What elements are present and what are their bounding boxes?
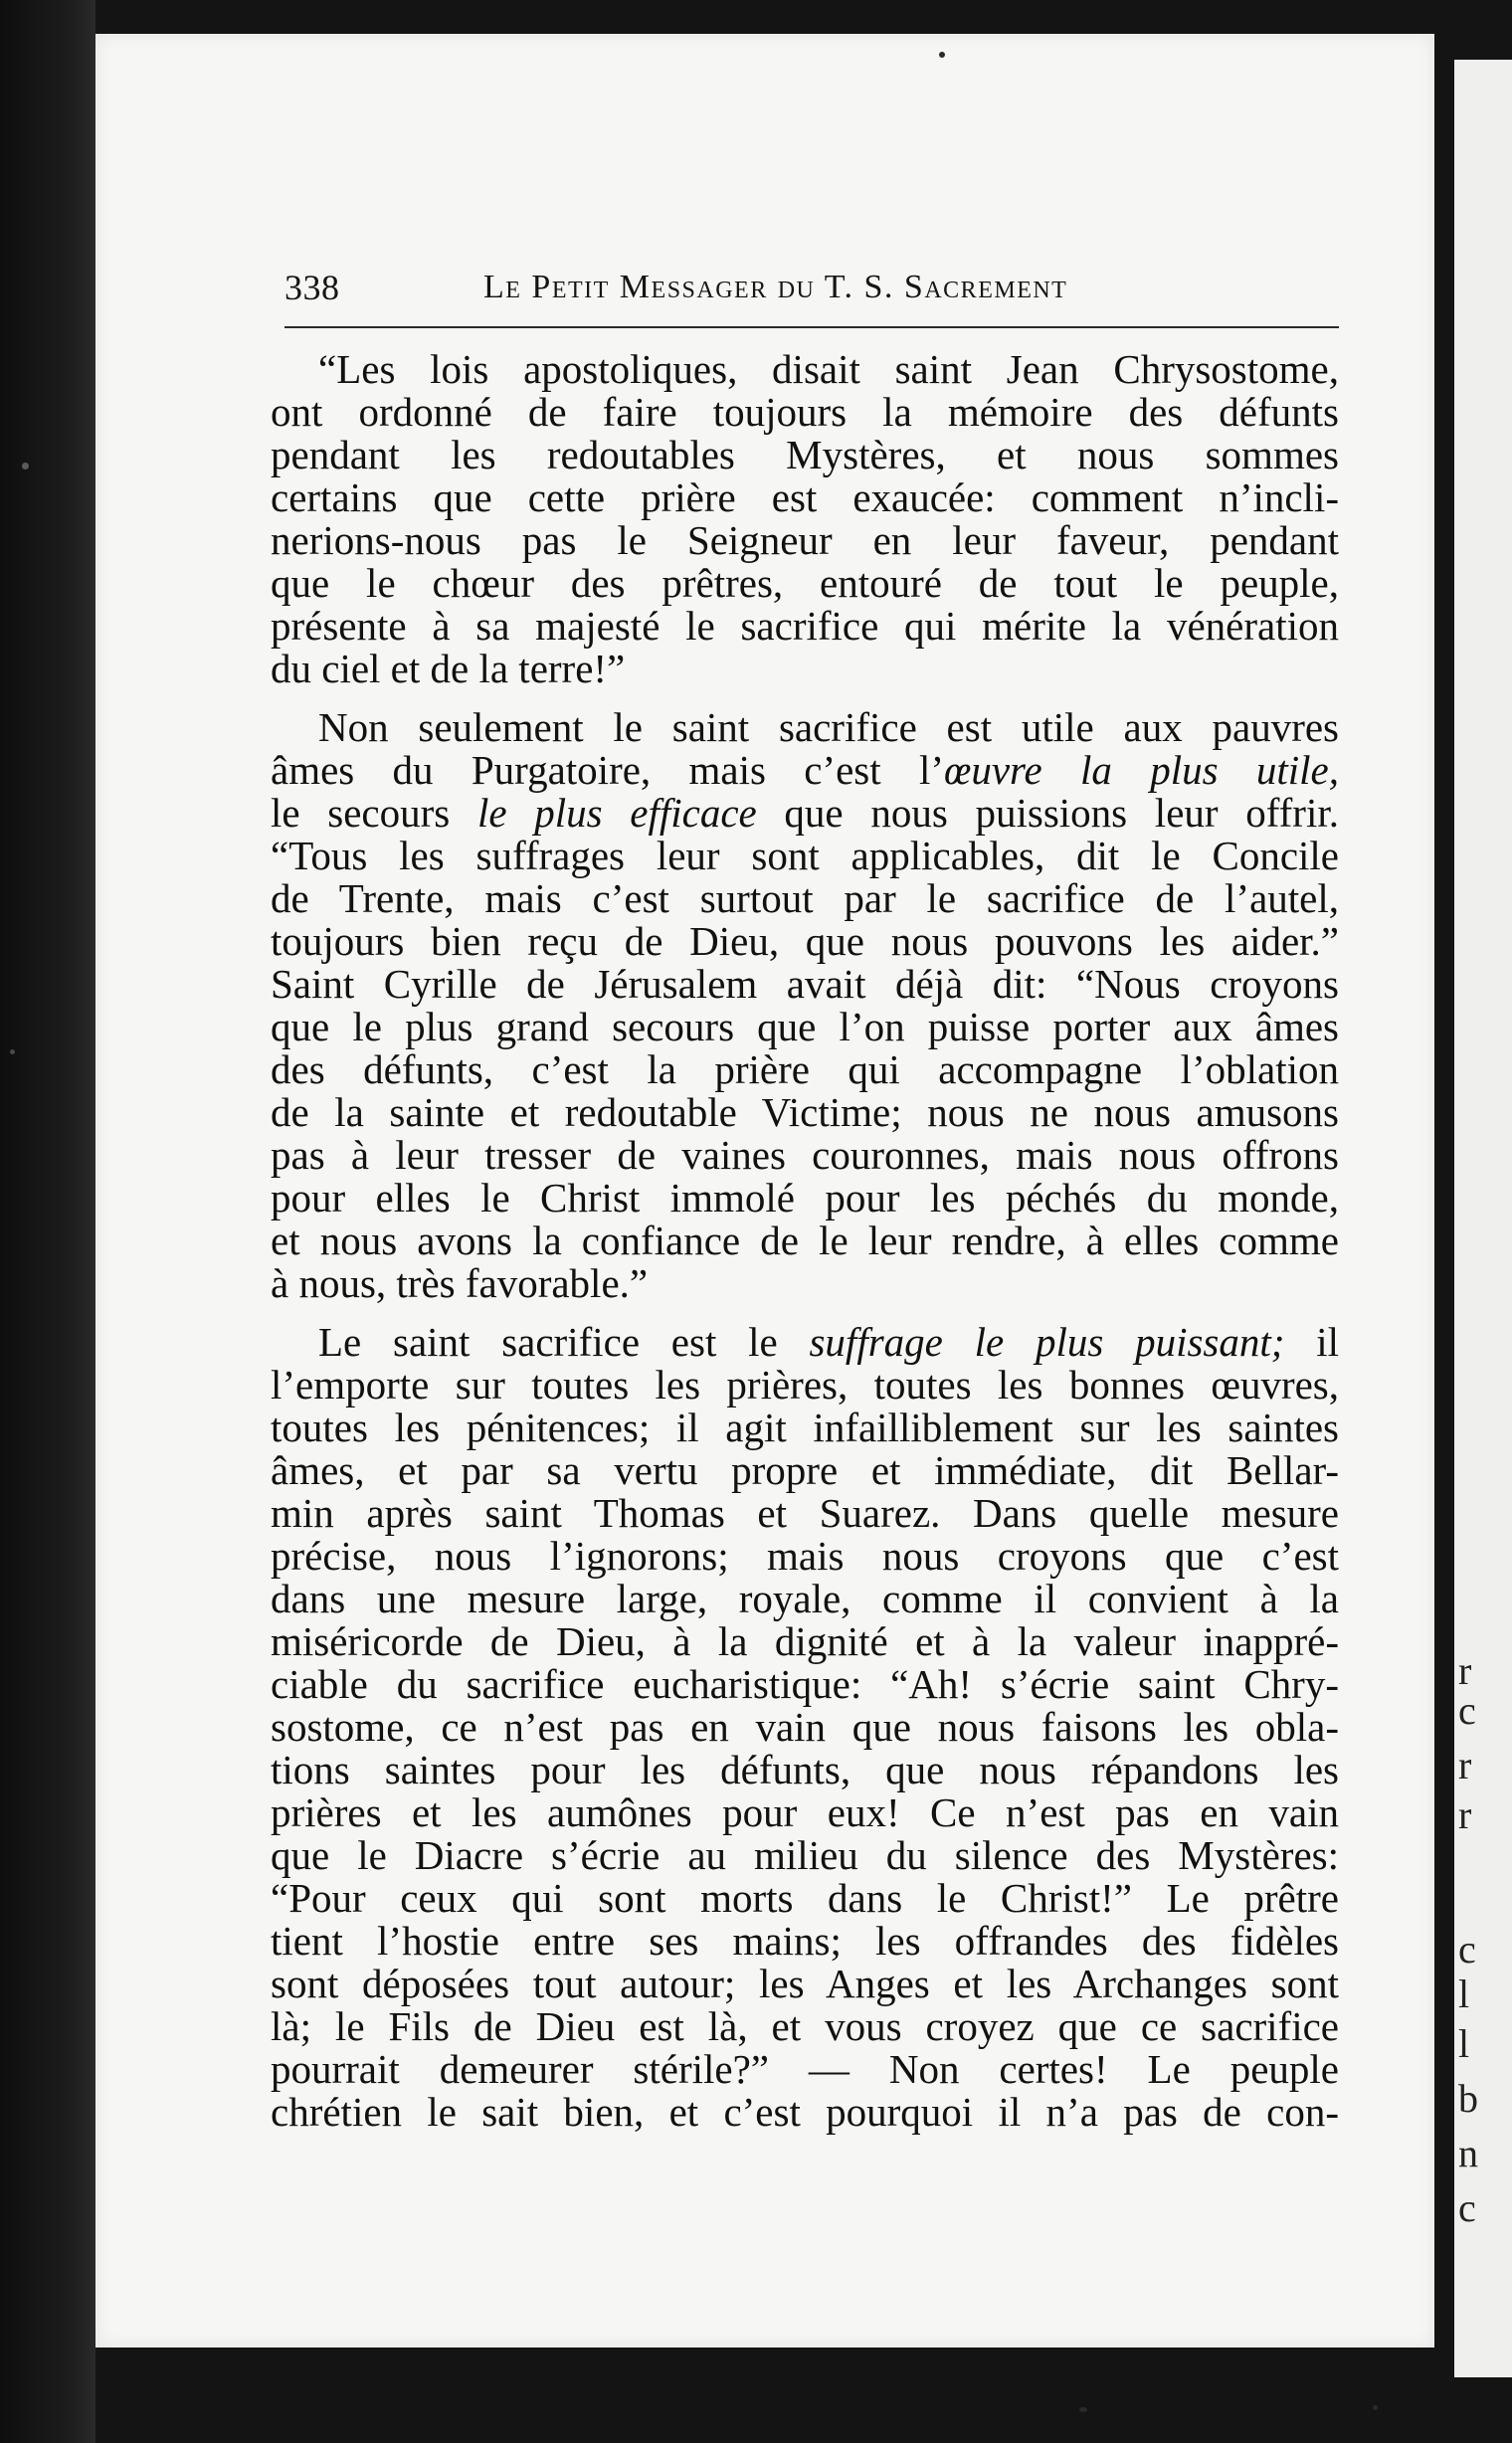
text-line: chrétien le sait bien, et c’est pourquoi il n’a pas de con- — [271, 2089, 1339, 2135]
paragraph-2 — [271, 706, 1339, 1305]
facing-page-letter: r — [1458, 1743, 1472, 1787]
body-text — [271, 348, 1339, 2134]
text-line: toutes les pénitences; il agit infailliblement sur les saintes — [271, 1405, 1339, 1450]
text-line: ont ordonné de faire toujours la mémoire des défunts — [271, 389, 1339, 435]
text-line: et nous avons la confiance de le leur rendre, à elles comme — [271, 1218, 1339, 1263]
facing-page-letter: c — [1458, 1688, 1476, 1733]
text-line: prières et les aumônes pour eux! Ce n’est pas en vain — [271, 1789, 1339, 1835]
italic-phrase: œuvre la plus utile, — [944, 747, 1339, 793]
text-run: que nous puissions leur offrir. — [756, 790, 1339, 836]
scan-speck — [10, 1049, 15, 1054]
text-line: certains que cette prière est exaucée: comment n’incli- — [271, 474, 1339, 520]
text-line: que le chœur des prêtres, entouré de tout le peuple, — [271, 560, 1339, 606]
text-run: le secours — [271, 790, 477, 836]
text-line: “Tous les suffrages leur sont applicables, dit le Concile — [271, 833, 1339, 878]
text-line: que le plus grand secours que l’on puisse porter aux âmes — [271, 1004, 1339, 1049]
italic-phrase: le plus efficace — [476, 790, 757, 836]
text-line: l’emporte sur toutes les prières, toutes les bonnes œuvres, — [271, 1362, 1339, 1408]
text-run: âmes du Purgatoire, mais c’est l’ — [271, 747, 944, 793]
text-line: âmes, et par sa vertu propre et immédiate, dit Bellar- — [271, 1447, 1339, 1493]
text-line: à nous, très favorable.” — [271, 1260, 649, 1306]
facing-page-letter: l — [1458, 2021, 1470, 2066]
text-run: il — [1284, 1319, 1339, 1365]
text-line: sostome, ce n’est pas en vain que nous faisons les obla- — [271, 1704, 1339, 1750]
text-line: “Pour ceux qui sont morts dans le Christ!” Le prêtre — [271, 1875, 1339, 1921]
facing-page-edge — [1454, 60, 1512, 2377]
text-line: du ciel et de la terre!” — [271, 646, 626, 691]
text-line: nerions-nous pas le Seigneur en leur faveur, pendant — [271, 517, 1339, 563]
running-head — [284, 267, 1339, 328]
text-line: Saint Cyrille de Jérusalem avait déjà dit: “Nous croyons — [271, 961, 1339, 1007]
text-line: de Trente, mais c’est surtout par le sacrifice de l’autel, — [271, 875, 1339, 921]
text-line: Non seulement le saint sacrifice est utile aux pauvres — [318, 704, 1339, 750]
facing-page-letter: b — [1458, 2076, 1478, 2121]
running-title: Le Petit Messager du T. S. Sacrement — [483, 269, 1068, 305]
text-line: ciable du sacrifice eucharistique: “Ah! s’écrie saint Chry- — [271, 1661, 1339, 1707]
text-run: Le saint sacrifice est le — [318, 1319, 810, 1365]
text-line — [271, 749, 1339, 792]
facing-page-letter: c — [1458, 2185, 1476, 2230]
text-line: dans une mesure large, royale, comme il convient à la — [271, 1576, 1339, 1621]
text-line: tions saintes pour les défunts, que nous répandons les — [271, 1747, 1339, 1792]
scan-background-left — [0, 0, 95, 2443]
text-line — [271, 1321, 1339, 1364]
paragraph-1 — [271, 348, 1339, 690]
facing-page-letter: l — [1458, 1972, 1470, 2016]
scan-speck — [22, 463, 29, 470]
text-line: précise, nous l’ignorons; mais nous croyons que c’est — [271, 1533, 1339, 1579]
text-line: de la sainte et redoutable Victime; nous ne nous amusons — [271, 1089, 1339, 1135]
italic-phrase: suffrage le plus puissant; — [809, 1319, 1285, 1365]
text-line: que le Diacre s’écrie au milieu du silence des Mystères: — [271, 1832, 1339, 1878]
text-line: pour elles le Christ immolé pour les péchés du monde, — [271, 1175, 1339, 1221]
text-line: pas à leur tresser de vaines couronnes, mais nous offrons — [271, 1132, 1339, 1178]
text-line: sont déposées tout autour; les Anges et les Archanges sont — [271, 1961, 1339, 2006]
paragraph-3 — [271, 1321, 1339, 2134]
scan-speck — [1373, 2405, 1378, 2410]
facing-page-letter: r — [1458, 1648, 1472, 1693]
text-line: présente à sa majesté le sacrifice qui mérite la vénération — [271, 603, 1339, 649]
facing-page-letter: n — [1458, 2131, 1478, 2175]
scan-speck — [1079, 2407, 1087, 2412]
text-line: “Les lois apostoliques, disait saint Jean Chrysostome, — [318, 346, 1339, 392]
facing-page-letter: c — [1458, 1927, 1476, 1972]
text-line: min après saint Thomas et Suarez. Dans quelle mesure — [271, 1490, 1339, 1536]
scan-speck — [939, 52, 945, 58]
page-number: 338 — [284, 268, 340, 307]
text-line: là; le Fils de Dieu est là, et vous croyez que ce sacrifice — [271, 2003, 1339, 2049]
text-line: tient l’hostie entre ses mains; les offrandes des fidèles — [271, 1918, 1339, 1964]
text-line: des défunts, c’est la prière qui accompagne l’oblation — [271, 1046, 1339, 1092]
text-line: pourrait demeurer stérile?” — Non certes! Le peuple — [271, 2046, 1339, 2092]
text-line: miséricorde de Dieu, à la dignité et à la valeur inappré- — [271, 1618, 1339, 1664]
text-line — [271, 792, 1339, 835]
text-line: pendant les redoutables Mystères, et nous sommes — [271, 432, 1339, 477]
text-line: toujours bien reçu de Dieu, que nous pouvons les aider.” — [271, 918, 1339, 964]
facing-page-letter: r — [1458, 1792, 1472, 1837]
